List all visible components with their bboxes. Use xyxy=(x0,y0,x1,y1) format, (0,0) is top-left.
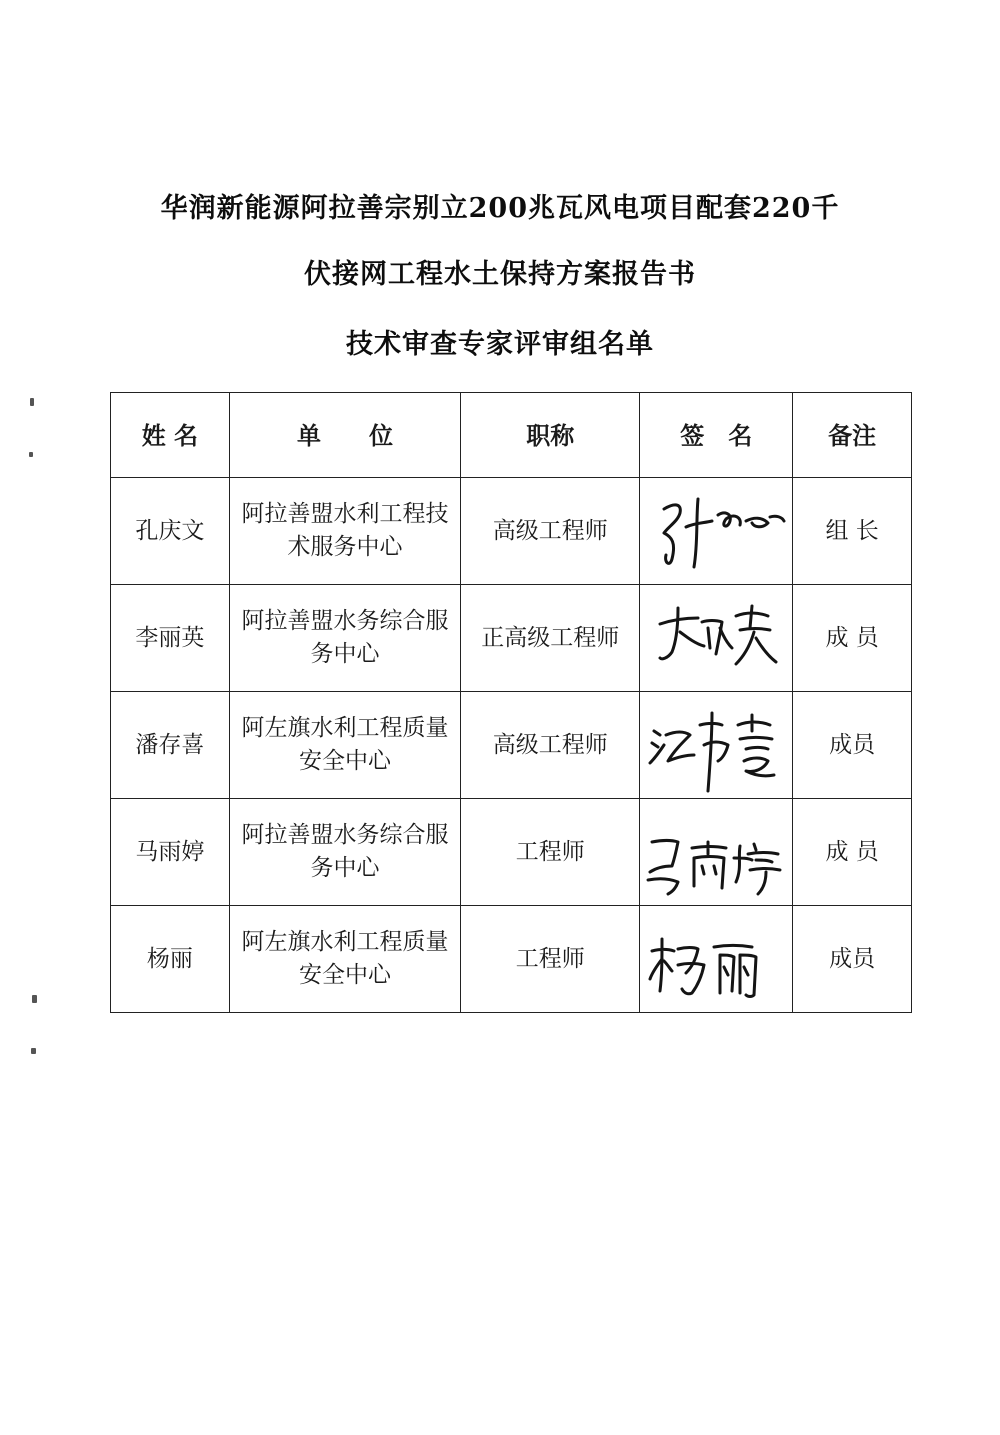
table-row xyxy=(111,906,912,1013)
cell-note: 成员 xyxy=(793,906,912,1013)
scan-speck xyxy=(30,398,34,406)
header-signature: 签 名 xyxy=(640,393,793,478)
cell-note: 组 长 xyxy=(793,478,912,585)
cell-signature xyxy=(640,478,793,585)
cell-unit: 阿拉善盟水务综合服务中心 xyxy=(229,799,460,906)
document-title-line-1: 华润新能源阿拉善宗别立200兆瓦风电项目配套220千 xyxy=(160,193,840,224)
cell-unit: 阿拉善盟水务综合服务中心 xyxy=(229,585,460,692)
cell-note: 成 员 xyxy=(793,585,912,692)
header-title: 职称 xyxy=(461,393,640,478)
cell-name: 马雨婷 xyxy=(111,799,230,906)
scan-speck xyxy=(31,1048,36,1054)
cell-title: 工程师 xyxy=(461,799,640,906)
cell-title: 高级工程师 xyxy=(461,478,640,585)
handwritten-signature xyxy=(642,695,790,795)
table-row xyxy=(111,585,912,692)
table-row xyxy=(111,692,912,799)
cell-name: 孔庆文 xyxy=(111,478,230,585)
document-subtitle: 技术审查专家评审组名单 xyxy=(346,329,654,360)
handwritten-signature xyxy=(642,481,790,581)
cell-note: 成员 xyxy=(793,692,912,799)
cell-signature xyxy=(640,799,793,906)
cell-unit: 阿拉善盟水利工程技术服务中心 xyxy=(229,478,460,585)
handwritten-signature xyxy=(642,802,790,902)
cell-name: 潘存喜 xyxy=(111,692,230,799)
cell-title: 高级工程师 xyxy=(461,692,640,799)
scan-speck xyxy=(32,995,37,1003)
table-header-row xyxy=(111,393,912,478)
scan-speck xyxy=(29,452,33,457)
cell-signature xyxy=(640,585,793,692)
document-title-line-2: 伏接网工程水土保持方案报告书 xyxy=(304,259,696,290)
table-row xyxy=(111,478,912,585)
cell-signature xyxy=(640,692,793,799)
cell-name: 李丽英 xyxy=(111,585,230,692)
cell-unit: 阿左旗水利工程质量安全中心 xyxy=(229,692,460,799)
handwritten-signature xyxy=(642,588,790,688)
cell-unit: 阿左旗水利工程质量安全中心 xyxy=(229,906,460,1013)
handwritten-signature xyxy=(642,909,790,1009)
header-note: 备注 xyxy=(793,393,912,478)
cell-title: 正高级工程师 xyxy=(461,585,640,692)
expert-roster-table xyxy=(110,392,912,1013)
header-unit: 单 位 xyxy=(229,393,460,478)
cell-note: 成 员 xyxy=(793,799,912,906)
cell-signature xyxy=(640,906,793,1013)
header-name: 姓 名 xyxy=(111,393,230,478)
table-row xyxy=(111,799,912,906)
cell-title: 工程师 xyxy=(461,906,640,1013)
cell-name: 杨丽 xyxy=(111,906,230,1013)
